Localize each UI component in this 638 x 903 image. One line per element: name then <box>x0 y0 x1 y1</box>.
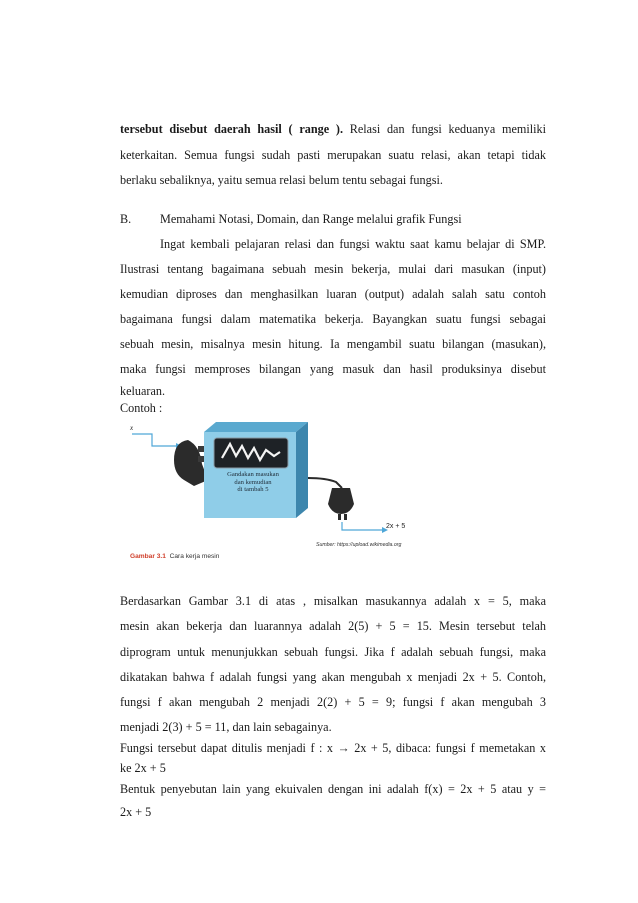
input-arrow <box>132 434 176 446</box>
machine-label-line-2: dan kemudian <box>234 478 272 486</box>
paragraph-5-line-2: 2x + 5 <box>120 805 152 819</box>
figure-caption <box>130 553 219 560</box>
paragraph-2-line-7: keluaran. <box>120 384 166 398</box>
paragraph-2-line-1: Ingat kembali pelajaran relasi dan fungsi waktu saat kamu belajar di SMP. <box>160 237 546 251</box>
paragraph-4-line-2: ke 2x + 5 <box>120 761 166 775</box>
output-plug-shape <box>328 488 354 514</box>
caption-number: Gambar 3.1 <box>130 553 166 560</box>
machine-top <box>204 422 308 432</box>
paragraph-2-line-5: sebuah mesin, misalnya mesin hitung. Ia mengambil suatu bilangan (masukan), <box>120 337 546 351</box>
machine-label <box>208 471 298 494</box>
paragraph-1-line-2: keterkaitan. Semua fungsi sudah pasti merupakan suatu relasi, akan tetapi tidak <box>120 148 546 162</box>
paragraph-1-line-1 <box>120 122 546 136</box>
output-arrow <box>342 522 382 530</box>
figure-source: Sumber: https://upload.wikimedia.org <box>316 542 402 548</box>
machine-label-line-1: Gandakan masukan <box>227 471 279 478</box>
range-term: tersebut disebut daerah hasil ( range ). <box>120 122 343 136</box>
paragraph-3-line-5: fungsi f akan mengubah 2 menjadi 2(2) + 5 = 9; fungsi f akan mengubah 3 <box>120 695 546 709</box>
paragraph-2-line-6: maka fungsi memproses bilangan yang masuk dan hasil produksinya disebut <box>120 362 546 376</box>
text: Relasi dan fungsi keduanya memiliki <box>343 122 546 136</box>
machine-label-line-3: di tambah 5 <box>237 486 269 493</box>
input-label: x <box>130 424 134 432</box>
paragraph-3-line-3: diprogram untuk menunjukkan sebuah fungsi. Jika f adalah sebuah fungsi, maka <box>120 645 546 659</box>
paragraph-5-line-1: Bentuk penyebutan lain yang ekuivalen dengan ini adalah f(x) = 2x + 5 atau y = <box>120 782 546 796</box>
section-title: Memahami Notasi, Domain, dan Range melalui grafik Fungsi <box>160 212 462 226</box>
contoh-label: Contoh : <box>120 401 163 415</box>
output-label: 2x + 5 <box>386 523 406 530</box>
paragraph-2-line-4: bagaimana fungsi dalam matematika bekerja. Bayangkan suatu fungsi sebagai <box>120 312 546 326</box>
paragraph-3-line-4: dikatakan bahwa f adalah fungsi yang akan mengubah x menjadi 2x + 5. Contoh, <box>120 670 546 684</box>
paragraph-1-line-3: berlaku sebaliknya, yaitu semua relasi belum tentu sebagai fungsi. <box>120 173 443 187</box>
machine-side <box>296 422 308 518</box>
paragraph-3-line-6: menjadi 2(3) + 5 = 11, dan lain sebagainya. <box>120 720 332 734</box>
paragraph-3-line-1: Berdasarkan Gambar 3.1 di atas , misalkan masukannya adalah x = 5, maka <box>120 594 546 608</box>
paragraph-4-line-1: Fungsi tersebut dapat ditulis menjadi f : x → 2x + 5, dibaca: fungsi f memetakan x <box>120 741 546 755</box>
section-letter: B. <box>120 212 132 226</box>
paragraph-2-line-3: kemudian diproses dan menghasilkan luaran (output) adalah salah satu contoh <box>120 287 546 301</box>
paragraph-3-line-2: mesin akan bekerja dan luarannya adalah 2(5) + 5 = 15. Mesin tersebut telah <box>120 619 546 633</box>
caption-text: Cara kerja mesin <box>169 553 220 560</box>
paragraph-2-line-2: Ilustrasi tentang bagaimana sebuah mesin bekerja, mulai dari masukan (input) <box>120 262 546 276</box>
